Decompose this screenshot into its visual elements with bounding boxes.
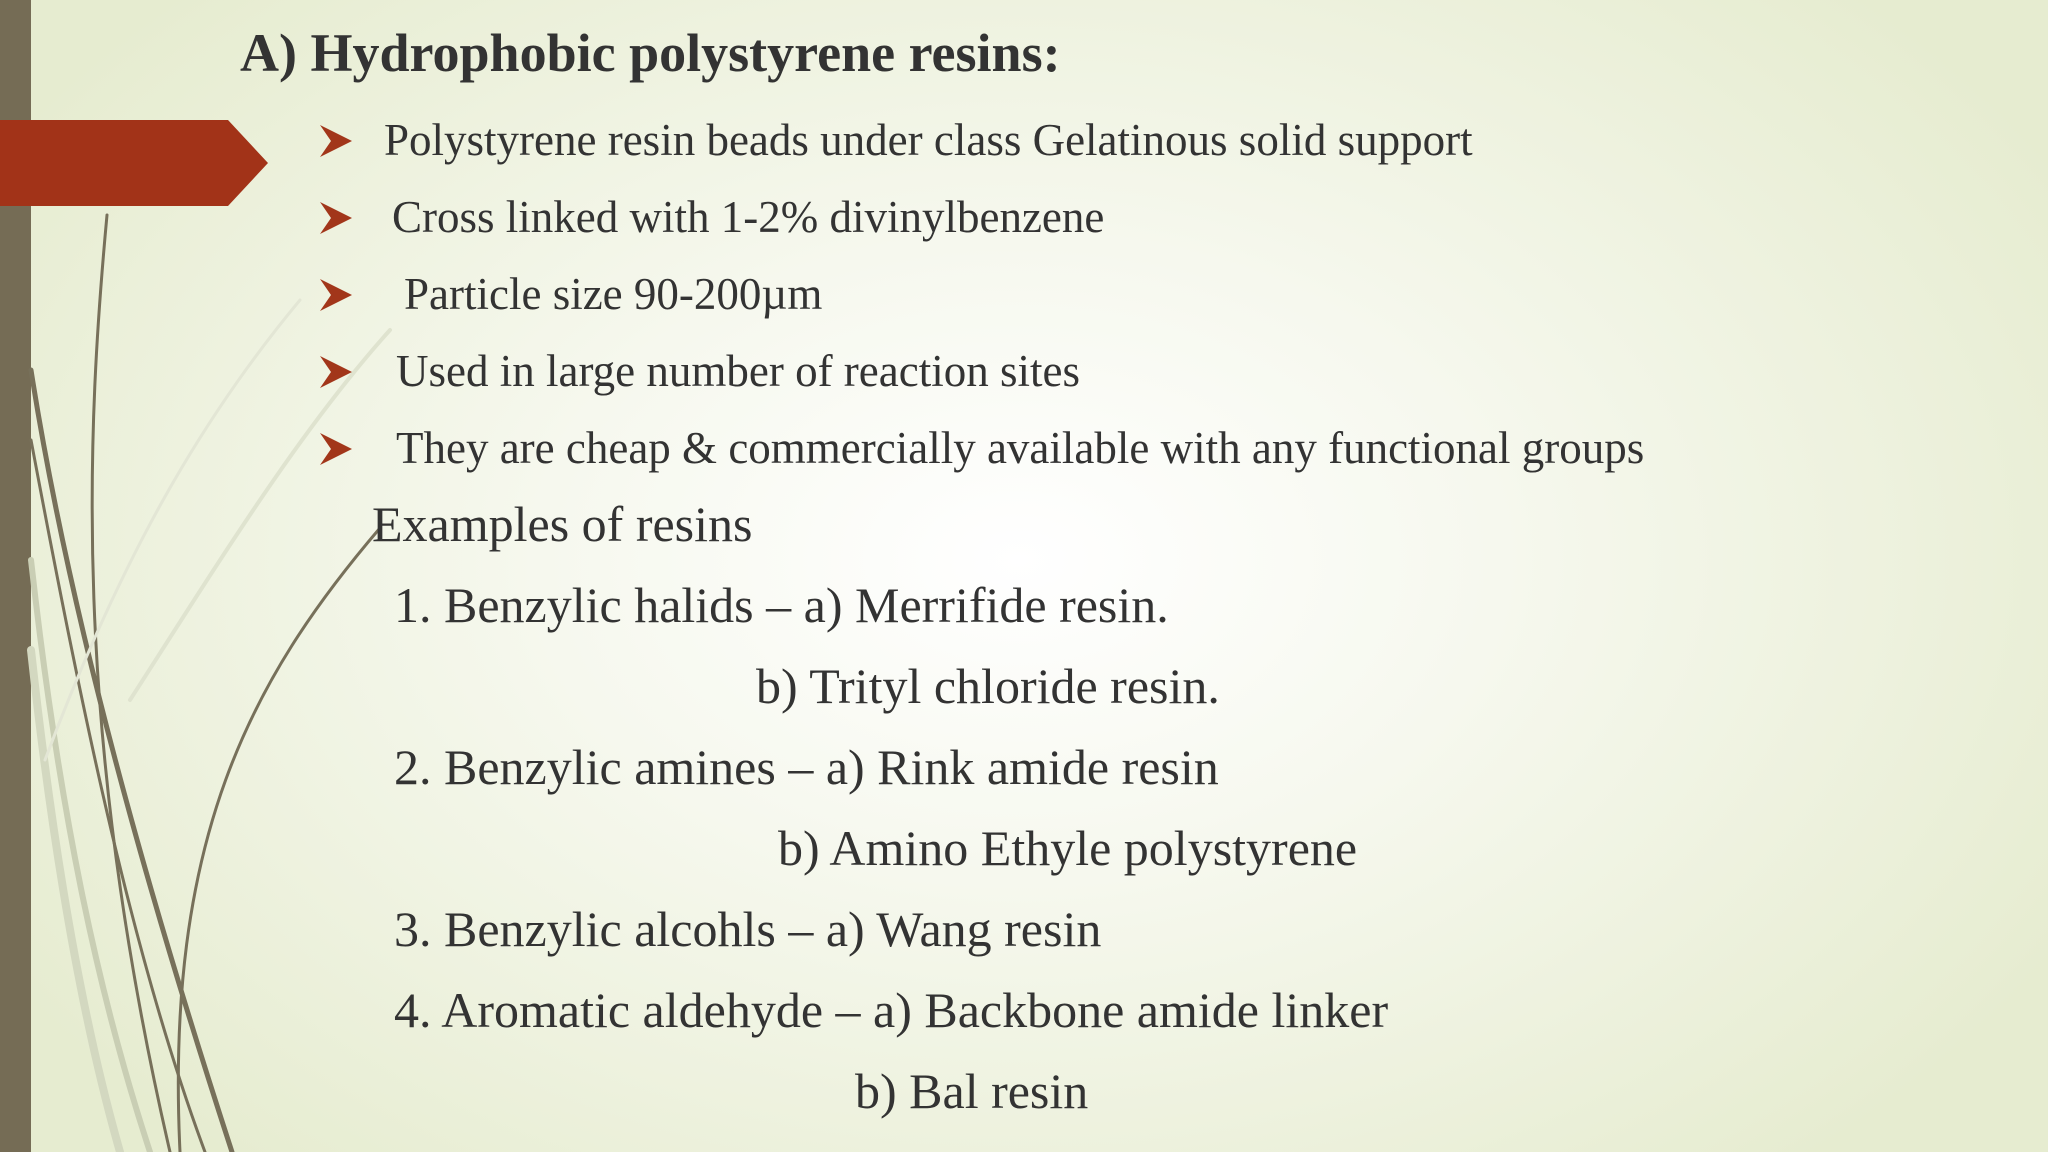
bullet-item	[318, 269, 823, 319]
bullet-text: Cross linked with 1-2% divinylbenzene	[392, 192, 1105, 242]
arrowhead-bullet-icon	[318, 123, 354, 159]
example-line: b) Trityl chloride resin.	[756, 658, 1220, 714]
bullet-item	[318, 346, 1080, 396]
example-line: 1. Benzylic halids – a) Merrifide resin.	[394, 577, 1169, 633]
example-line: 3. Benzylic alcohls – a) Wang resin	[394, 901, 1102, 957]
arrowhead-bullet-icon	[318, 431, 354, 467]
example-line: b) Amino Ethyle polystyrene	[778, 820, 1358, 876]
bullet-text: Polystyrene resin beads under class Gelatinous solid support	[384, 115, 1473, 165]
example-line: b) Bal resin	[855, 1063, 1089, 1119]
arrowhead-bullet-icon	[318, 354, 354, 390]
example-line: 2. Benzylic amines – a) Rink amide resin	[394, 739, 1219, 795]
title-arrow-shape	[0, 120, 270, 206]
bullet-text: Particle size 90-200µm	[404, 269, 823, 319]
example-line: 4. Aromatic aldehyde – a) Backbone amide linker	[394, 982, 1389, 1038]
bullet-item	[318, 423, 1645, 473]
bullet-item	[318, 192, 1105, 242]
bullet-item	[318, 115, 1473, 165]
arrowhead-bullet-icon	[318, 200, 354, 236]
arrowhead-bullet-icon	[318, 277, 354, 313]
slide-title: A) Hydrophobic polystyrene resins:	[240, 23, 1061, 83]
bullet-text: Used in large number of reaction sites	[396, 346, 1080, 396]
bullet-text: They are cheap & commercially available with any functional groups	[396, 423, 1645, 473]
examples-heading: Examples of resins	[372, 496, 753, 552]
